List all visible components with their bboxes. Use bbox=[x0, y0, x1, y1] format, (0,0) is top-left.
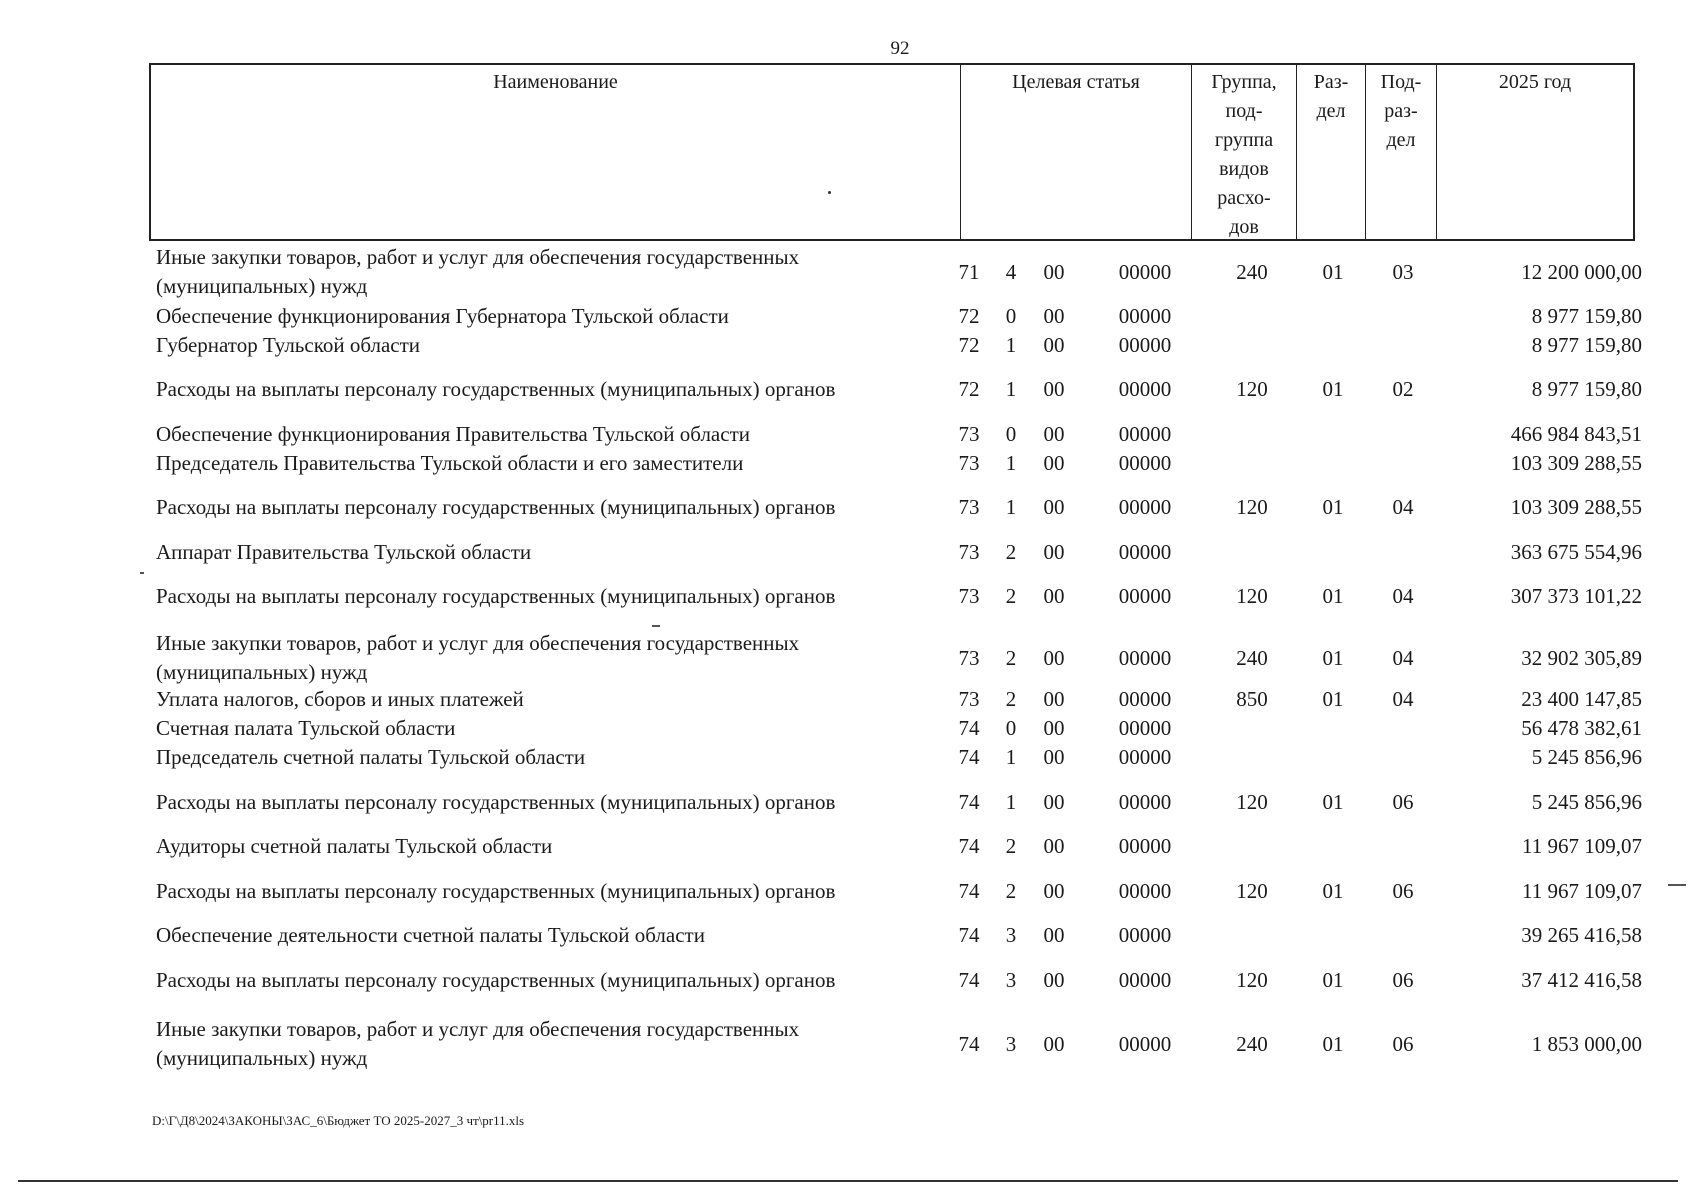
cell-target-code-main: 00 bbox=[1043, 834, 1065, 858]
row-name bbox=[156, 493, 936, 522]
cell-amount-2025: 103 309 288,55 bbox=[1510, 451, 1642, 475]
table-row bbox=[152, 538, 1642, 567]
cell-amount-2025: 12 200 000,00 bbox=[1521, 259, 1642, 284]
cell-subsection: 06 bbox=[1392, 1031, 1414, 1056]
cell-target-code-subprogram: 2 bbox=[1005, 879, 1017, 903]
header-expense-group-line: видов bbox=[1219, 158, 1269, 180]
cell-expense-group: 240 bbox=[1236, 645, 1268, 670]
header-section bbox=[1297, 65, 1366, 239]
row-name-line: Уплата налогов, сборов и иных платежей bbox=[156, 687, 524, 711]
cell-amount-2025: 5 245 856,96 bbox=[1531, 745, 1642, 769]
cell-section: 01 bbox=[1322, 687, 1344, 711]
cell-target-code-program: 73 bbox=[958, 422, 980, 446]
header-section-line: Раз- bbox=[1313, 71, 1349, 93]
cell-target-code-subprogram: 1 bbox=[1005, 790, 1017, 814]
cell-target-code-main: 00 bbox=[1043, 422, 1065, 446]
header-subsection-line: дел bbox=[1386, 129, 1416, 151]
row-name bbox=[156, 1015, 936, 1073]
cell-target-code-direction: 00000 bbox=[1118, 259, 1172, 284]
cell-target-code-program: 74 bbox=[958, 879, 980, 903]
table-row bbox=[152, 714, 1642, 743]
cell-target-code-subprogram: 3 bbox=[1005, 923, 1017, 947]
cell-amount-2025: 5 245 856,96 bbox=[1531, 790, 1642, 814]
cell-target-code-subprogram: 2 bbox=[1005, 834, 1017, 858]
row-name-line: Обеспечение деятельности счетной палаты Тульской области bbox=[156, 923, 705, 947]
row-name bbox=[156, 331, 936, 360]
cell-target-code-program: 74 bbox=[958, 923, 980, 947]
cell-target-code-main: 00 bbox=[1043, 451, 1065, 475]
cell-target-code-subprogram: 1 bbox=[1005, 745, 1017, 769]
cell-section: 01 bbox=[1322, 790, 1344, 814]
cell-target-code-program: 73 bbox=[958, 495, 980, 519]
cell-section: 01 bbox=[1322, 377, 1344, 401]
table-row bbox=[152, 685, 1642, 714]
cell-section: 01 bbox=[1322, 1031, 1344, 1056]
cell-target-code-program: 73 bbox=[958, 584, 980, 608]
cell-target-code-subprogram: 2 bbox=[1005, 540, 1017, 564]
cell-target-code-program: 74 bbox=[958, 834, 980, 858]
row-name-line: Председатель Правительства Тульской области и его заместители bbox=[156, 451, 744, 475]
cell-section: 01 bbox=[1322, 968, 1344, 992]
cell-target-code-direction: 00000 bbox=[1118, 923, 1172, 947]
header-expense-group-line: дов bbox=[1229, 216, 1259, 238]
cell-target-code-direction: 00000 bbox=[1118, 716, 1172, 740]
row-name-line: (муниципальных) нужд bbox=[156, 1046, 368, 1070]
cell-amount-2025: 307 373 101,22 bbox=[1510, 584, 1642, 608]
cell-target-code-direction: 00000 bbox=[1118, 451, 1172, 475]
cell-target-code-direction: 00000 bbox=[1118, 333, 1172, 357]
cell-amount-2025: 103 309 288,55 bbox=[1510, 495, 1642, 519]
cell-target-code-main: 00 bbox=[1043, 745, 1065, 769]
cell-section: 01 bbox=[1322, 259, 1344, 284]
cell-target-code-direction: 00000 bbox=[1118, 377, 1172, 401]
row-name bbox=[156, 375, 936, 404]
header-target-article bbox=[961, 65, 1192, 239]
cell-section: 01 bbox=[1322, 879, 1344, 903]
scan-speck bbox=[828, 191, 831, 194]
table-row bbox=[152, 243, 1642, 301]
header-expense-group-line: группа bbox=[1214, 129, 1274, 151]
cell-target-code-program: 73 bbox=[958, 451, 980, 475]
cell-target-code-subprogram: 2 bbox=[1005, 645, 1017, 670]
cell-target-code-program: 74 bbox=[958, 745, 980, 769]
cell-expense-group: 120 bbox=[1236, 377, 1268, 401]
row-name bbox=[156, 243, 936, 301]
row-name-line: Председатель счетной палаты Тульской области bbox=[156, 745, 586, 769]
cell-expense-group: 120 bbox=[1236, 790, 1268, 814]
cell-target-code-main: 00 bbox=[1043, 333, 1065, 357]
cell-subsection: 06 bbox=[1392, 879, 1414, 903]
cell-target-code-direction: 00000 bbox=[1118, 540, 1172, 564]
header-target-article-label: Целевая статья bbox=[1012, 71, 1140, 93]
cell-target-code-direction: 00000 bbox=[1118, 879, 1172, 903]
row-name-line: Иные закупки товаров, работ и услуг для обеспечения государственных bbox=[156, 631, 800, 655]
table-row bbox=[152, 449, 1642, 478]
cell-amount-2025: 1 853 000,00 bbox=[1531, 1031, 1642, 1056]
cell-target-code-program: 74 bbox=[958, 790, 980, 814]
cell-expense-group: 120 bbox=[1236, 495, 1268, 519]
cell-target-code-direction: 00000 bbox=[1118, 495, 1172, 519]
cell-target-code-subprogram: 1 bbox=[1005, 451, 1017, 475]
row-name-line: Расходы на выплаты персоналу государственных (муниципальных) органов bbox=[156, 584, 836, 608]
cell-target-code-direction: 00000 bbox=[1118, 1031, 1172, 1056]
header-name-label: Наименование bbox=[493, 71, 618, 93]
cell-amount-2025: 11 967 109,07 bbox=[1522, 834, 1642, 858]
cell-target-code-direction: 00000 bbox=[1118, 790, 1172, 814]
cell-target-code-program: 74 bbox=[958, 1031, 980, 1056]
cell-target-code-main: 00 bbox=[1043, 377, 1065, 401]
row-name bbox=[156, 877, 936, 906]
table-header bbox=[149, 63, 1635, 241]
row-name bbox=[156, 788, 936, 817]
header-subsection bbox=[1366, 65, 1437, 239]
cell-amount-2025: 363 675 554,96 bbox=[1510, 540, 1642, 564]
cell-expense-group: 240 bbox=[1236, 1031, 1268, 1056]
cell-target-code-main: 00 bbox=[1043, 879, 1065, 903]
cell-target-code-subprogram: 0 bbox=[1005, 716, 1017, 740]
cell-subsection: 04 bbox=[1392, 584, 1414, 608]
row-name-line: Счетная палата Тульской области bbox=[156, 716, 456, 740]
table-row bbox=[152, 743, 1642, 772]
cell-subsection: 04 bbox=[1392, 645, 1414, 670]
cell-target-code-main: 00 bbox=[1043, 923, 1065, 947]
table-row bbox=[152, 629, 1642, 687]
table-row bbox=[152, 832, 1642, 861]
cell-expense-group: 120 bbox=[1236, 584, 1268, 608]
cell-target-code-subprogram: 0 bbox=[1005, 422, 1017, 446]
cell-section: 01 bbox=[1322, 645, 1344, 670]
scan-speck bbox=[140, 572, 144, 574]
cell-target-code-main: 00 bbox=[1043, 1031, 1065, 1056]
header-year-label: 2025 год bbox=[1498, 71, 1572, 93]
cell-target-code-main: 00 bbox=[1043, 495, 1065, 519]
cell-subsection: 03 bbox=[1392, 259, 1414, 284]
cell-target-code-program: 73 bbox=[958, 687, 980, 711]
cell-expense-group: 850 bbox=[1236, 687, 1268, 711]
table-row bbox=[152, 302, 1642, 331]
row-name bbox=[156, 685, 936, 714]
header-expense-group bbox=[1192, 65, 1297, 239]
table-row bbox=[152, 966, 1642, 995]
row-name bbox=[156, 582, 936, 611]
row-name-line: Расходы на выплаты персоналу государственных (муниципальных) органов bbox=[156, 879, 836, 903]
cell-subsection: 04 bbox=[1392, 687, 1414, 711]
cell-target-code-subprogram: 0 bbox=[1005, 304, 1017, 328]
cell-amount-2025: 39 265 416,58 bbox=[1521, 923, 1642, 947]
row-name-line: Расходы на выплаты персоналу государственных (муниципальных) органов bbox=[156, 377, 836, 401]
row-name-line: Обеспечение функционирования Губернатора Тульской области bbox=[156, 304, 729, 328]
cell-target-code-subprogram: 2 bbox=[1005, 687, 1017, 711]
header-expense-group-line: расхо- bbox=[1217, 187, 1271, 209]
cell-target-code-subprogram: 2 bbox=[1005, 584, 1017, 608]
header-year bbox=[1437, 65, 1633, 239]
cell-amount-2025: 8 977 159,80 bbox=[1531, 304, 1642, 328]
cell-expense-group: 240 bbox=[1236, 259, 1268, 284]
row-name-line: Иные закупки товаров, работ и услуг для обеспечения государственных bbox=[156, 1017, 800, 1041]
cell-target-code-main: 00 bbox=[1043, 540, 1065, 564]
row-name bbox=[156, 302, 936, 331]
header-expense-group-line: Группа, bbox=[1211, 71, 1277, 93]
row-name bbox=[156, 921, 936, 950]
table-row bbox=[152, 331, 1642, 360]
table-row bbox=[152, 877, 1642, 906]
cell-target-code-direction: 00000 bbox=[1118, 304, 1172, 328]
scan-speck bbox=[1668, 884, 1686, 886]
row-name-line: Обеспечение функционирования Правительства Тульской области bbox=[156, 422, 750, 446]
cell-subsection: 04 bbox=[1392, 495, 1414, 519]
row-name bbox=[156, 743, 936, 772]
cell-target-code-program: 72 bbox=[958, 377, 980, 401]
cell-target-code-subprogram: 3 bbox=[1005, 968, 1017, 992]
cell-target-code-direction: 00000 bbox=[1118, 422, 1172, 446]
cell-target-code-program: 73 bbox=[958, 645, 980, 670]
cell-target-code-direction: 00000 bbox=[1118, 645, 1172, 670]
row-name-line: Губернатор Тульской области bbox=[156, 333, 421, 357]
bottom-rule bbox=[18, 1180, 1678, 1182]
row-name-line: Аппарат Правительства Тульской области bbox=[156, 540, 532, 564]
cell-target-code-main: 00 bbox=[1043, 584, 1065, 608]
cell-target-code-direction: 00000 bbox=[1118, 834, 1172, 858]
row-name bbox=[156, 629, 936, 687]
cell-target-code-program: 72 bbox=[958, 333, 980, 357]
header-name bbox=[151, 65, 961, 239]
page-number: 92 bbox=[890, 38, 910, 59]
cell-subsection: 06 bbox=[1392, 968, 1414, 992]
table-row bbox=[152, 493, 1642, 522]
table-row bbox=[152, 921, 1642, 950]
cell-target-code-program: 72 bbox=[958, 304, 980, 328]
cell-amount-2025: 8 977 159,80 bbox=[1531, 377, 1642, 401]
footer-file-path: D:\Г\Д8\2024\ЗАКОНЫ\ЗАС_6\Бюджет ТО 2025-2027_3 чт\pr11.xls bbox=[152, 1113, 525, 1128]
cell-amount-2025: 8 977 159,80 bbox=[1531, 333, 1642, 357]
row-name bbox=[156, 714, 936, 743]
cell-target-code-direction: 00000 bbox=[1118, 687, 1172, 711]
row-name-line: Аудиторы счетной палаты Тульской области bbox=[156, 834, 553, 858]
cell-target-code-subprogram: 1 bbox=[1005, 377, 1017, 401]
cell-target-code-program: 74 bbox=[958, 968, 980, 992]
cell-amount-2025: 23 400 147,85 bbox=[1521, 687, 1642, 711]
cell-amount-2025: 32 902 305,89 bbox=[1521, 645, 1642, 670]
cell-amount-2025: 11 967 109,07 bbox=[1522, 879, 1642, 903]
header-expense-group-line: под- bbox=[1225, 100, 1263, 122]
cell-target-code-main: 00 bbox=[1043, 304, 1065, 328]
cell-target-code-direction: 00000 bbox=[1118, 968, 1172, 992]
cell-target-code-subprogram: 1 bbox=[1005, 495, 1017, 519]
cell-amount-2025: 56 478 382,61 bbox=[1521, 716, 1642, 740]
cell-target-code-subprogram: 4 bbox=[1005, 259, 1017, 284]
header-section-line: дел bbox=[1316, 100, 1346, 122]
cell-target-code-program: 74 bbox=[958, 716, 980, 740]
row-name-line: Расходы на выплаты персоналу государственных (муниципальных) органов bbox=[156, 495, 836, 519]
cell-target-code-direction: 00000 bbox=[1118, 584, 1172, 608]
row-name bbox=[156, 966, 936, 995]
cell-target-code-program: 71 bbox=[958, 259, 980, 284]
table-row bbox=[152, 788, 1642, 817]
row-name-line: Расходы на выплаты персоналу государственных (муниципальных) органов bbox=[156, 790, 836, 814]
row-name-line: Расходы на выплаты персоналу государственных (муниципальных) органов bbox=[156, 968, 836, 992]
row-name bbox=[156, 420, 936, 449]
cell-target-code-program: 73 bbox=[958, 540, 980, 564]
cell-target-code-main: 00 bbox=[1043, 687, 1065, 711]
scan-speck bbox=[652, 625, 660, 627]
cell-expense-group: 120 bbox=[1236, 968, 1268, 992]
cell-target-code-direction: 00000 bbox=[1118, 745, 1172, 769]
row-name-line: Иные закупки товаров, работ и услуг для обеспечения государственных bbox=[156, 245, 800, 269]
cell-section: 01 bbox=[1322, 584, 1344, 608]
cell-section: 01 bbox=[1322, 495, 1344, 519]
cell-subsection: 02 bbox=[1392, 377, 1414, 401]
row-name-line: (муниципальных) нужд bbox=[156, 274, 368, 298]
table-row bbox=[152, 582, 1642, 611]
cell-target-code-main: 00 bbox=[1043, 968, 1065, 992]
cell-target-code-main: 00 bbox=[1043, 645, 1065, 670]
row-name-line: (муниципальных) нужд bbox=[156, 660, 368, 684]
cell-amount-2025: 466 984 843,51 bbox=[1510, 422, 1642, 446]
header-subsection-line: Под- bbox=[1380, 71, 1422, 93]
cell-expense-group: 120 bbox=[1236, 879, 1268, 903]
cell-target-code-subprogram: 3 bbox=[1005, 1031, 1017, 1056]
cell-target-code-main: 00 bbox=[1043, 259, 1065, 284]
cell-amount-2025: 37 412 416,58 bbox=[1521, 968, 1642, 992]
cell-target-code-main: 00 bbox=[1043, 790, 1065, 814]
table-row bbox=[152, 420, 1642, 449]
row-name bbox=[156, 538, 936, 567]
cell-subsection: 06 bbox=[1392, 790, 1414, 814]
row-name bbox=[156, 449, 936, 478]
table-row bbox=[152, 1015, 1642, 1073]
cell-target-code-main: 00 bbox=[1043, 716, 1065, 740]
table-row bbox=[152, 375, 1642, 404]
header-subsection-line: раз- bbox=[1384, 100, 1418, 122]
cell-target-code-subprogram: 1 bbox=[1005, 333, 1017, 357]
row-name bbox=[156, 832, 936, 861]
